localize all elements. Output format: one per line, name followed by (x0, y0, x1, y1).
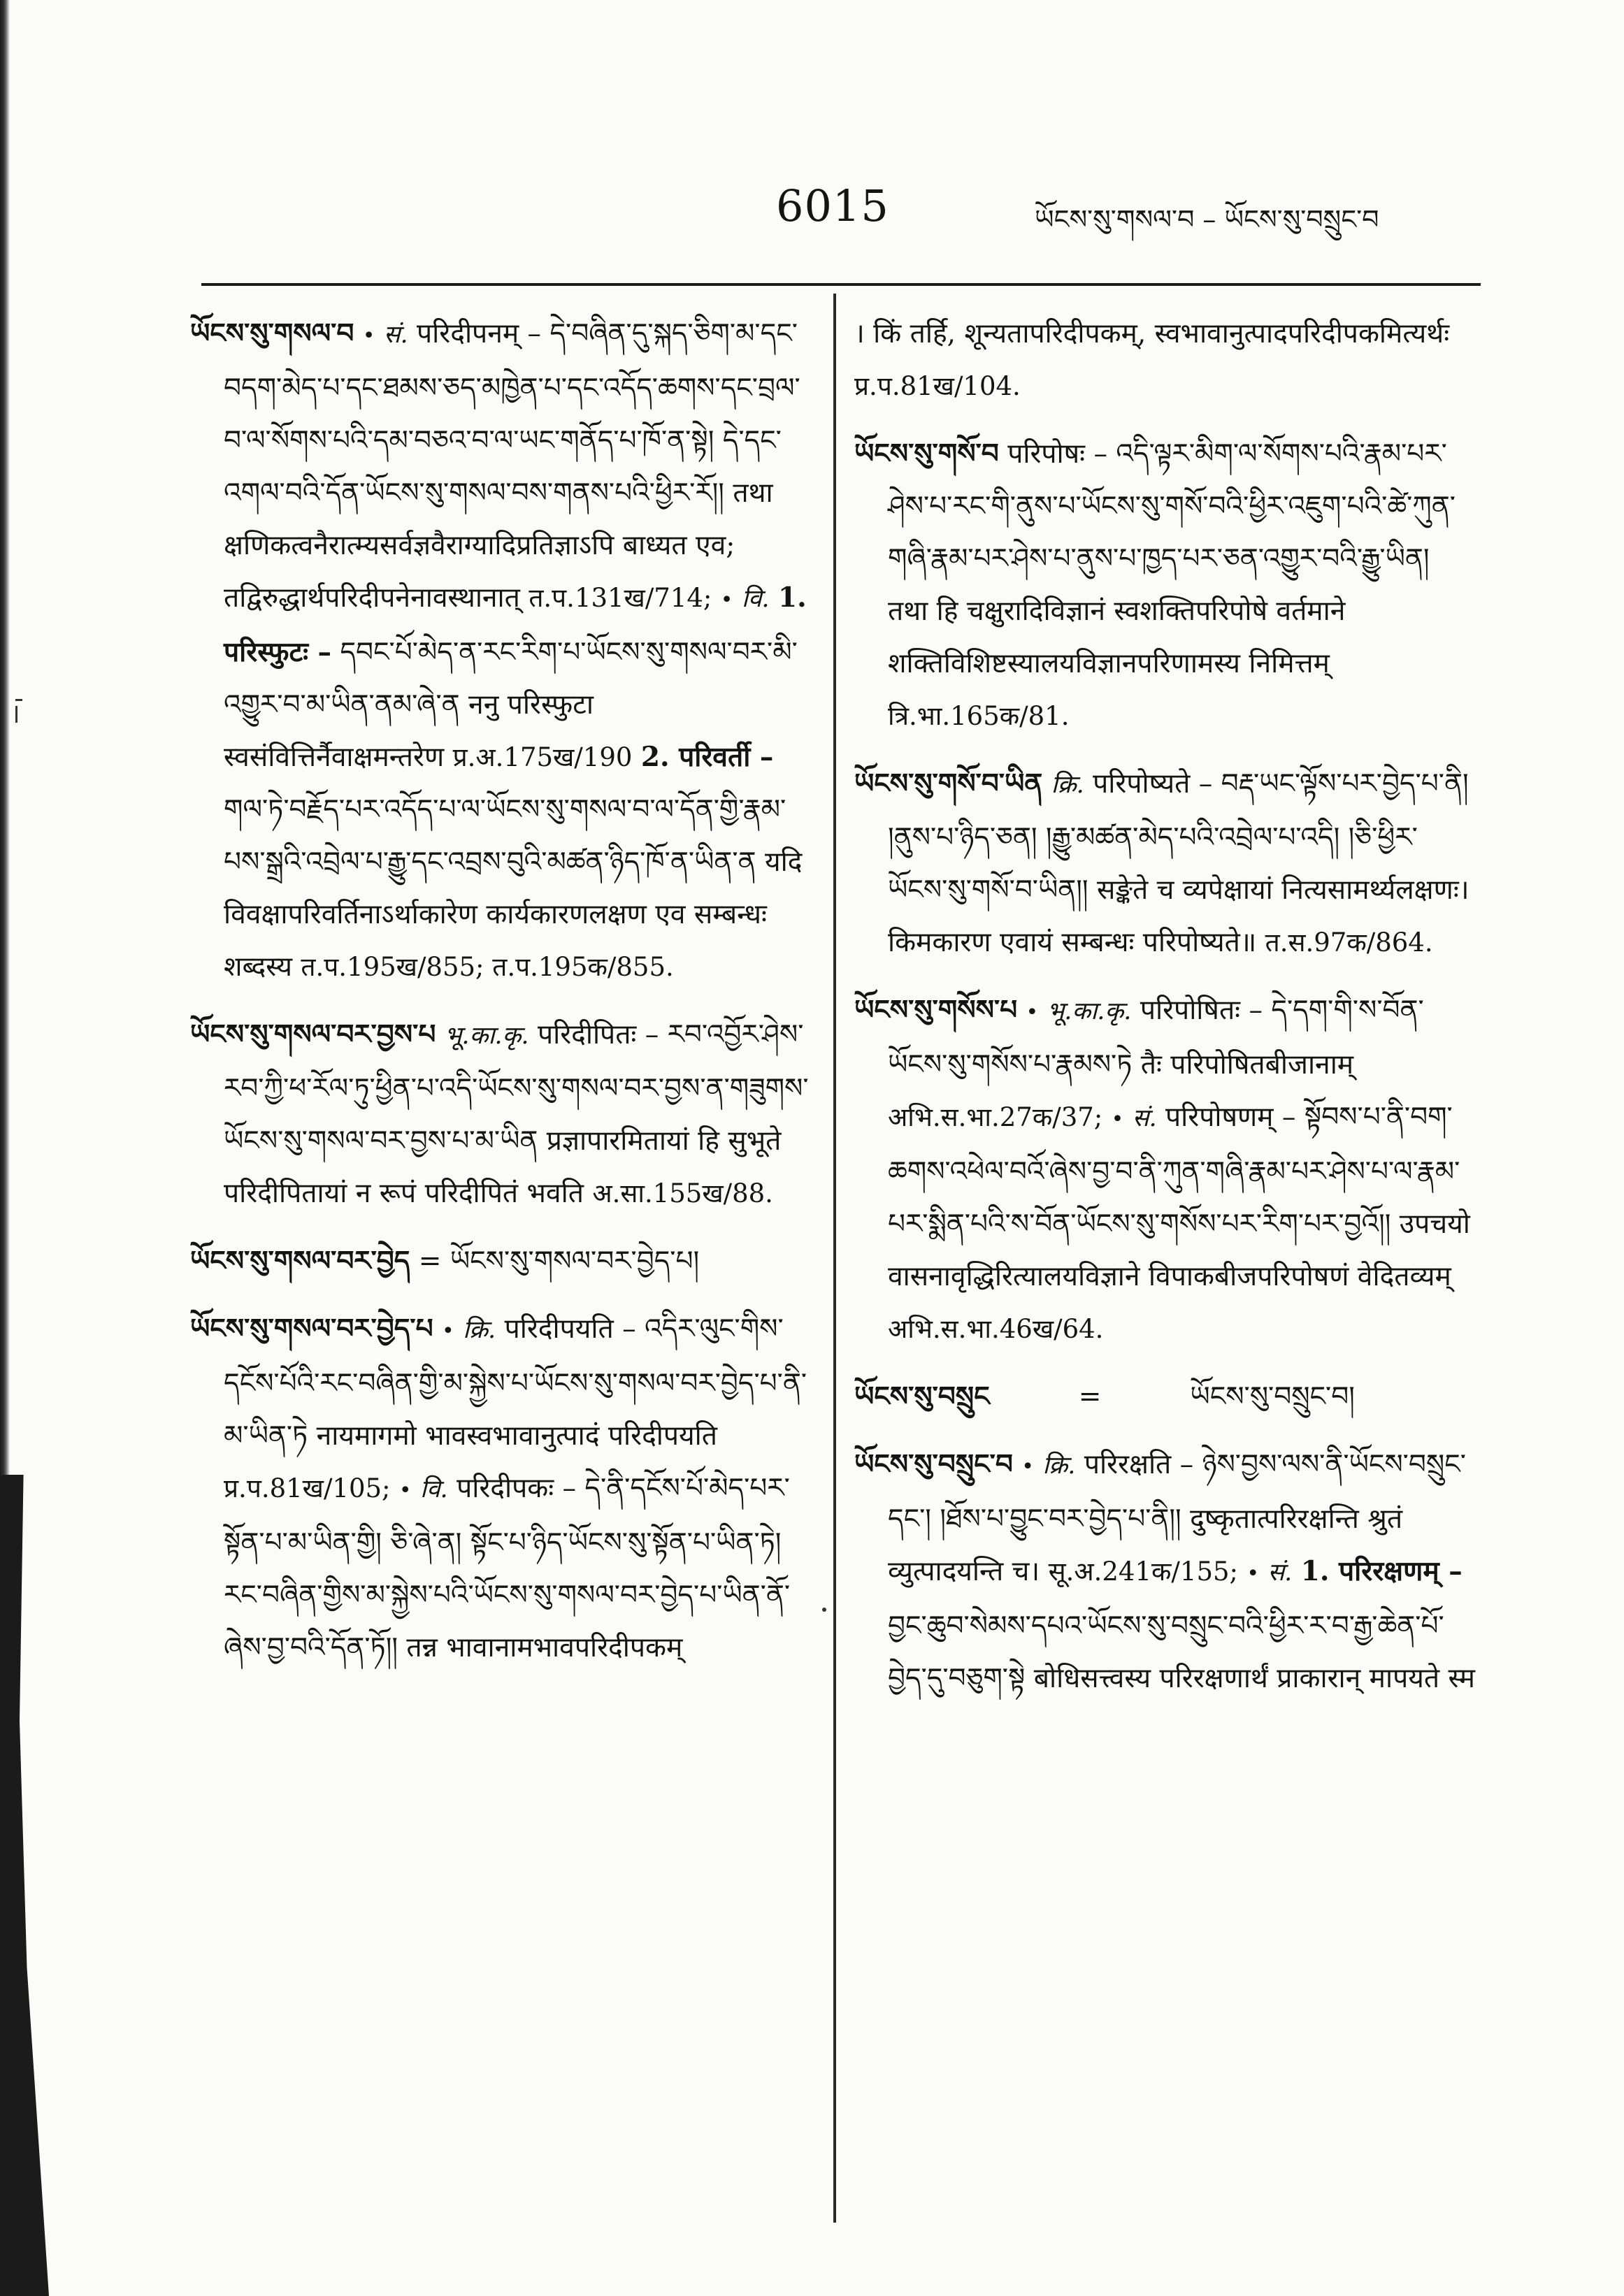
page-header (0, 180, 1624, 243)
entry-text: བྱང་ཆུབ་སེམས་དཔའ་ཡོངས་སུ་བསྲུང་བའི་ཕྱིར་ར་བ་རྒྱ་ཆེན་པོ་བྱེད་དུ་བཅུག་སྟེ बोधिसत्त्वस्य परिरक्षणार्थं प्राकारान् मापयते स्म (888, 1610, 1475, 1694)
grammar-tag: सं. (1132, 1104, 1157, 1132)
scan-shadow (0, 1475, 49, 2296)
cross-reference-entry (854, 1371, 1476, 1423)
entry (854, 428, 1476, 742)
equals-sign: = (1078, 1381, 1102, 1413)
bullet: • (1246, 1561, 1260, 1586)
entry (190, 308, 812, 993)
sanskrit-equivalent: परिदीपितः – (537, 1019, 659, 1050)
entry-text: འདི་ལྟར་མིག་ལ་སོགས་པའི་རྣམ་པར་ཤེས་པ་རང་གི་ནུས་པ་ཡོངས་སུ་གསོ་བའི་ཕྱིར་འཇུག་པའི་ཚེ་ཀུན་གཞི་རྣམ་པར་ཤེས་པ་ནུས་པ་ཁྱད་པར་ཅན་འགྱུར་བའི་རྒྱུ་ཡིན། तथा हि चक्षुरादिविज्ञानं स्वशक्तिपरिपोषे वर्तमाने शक्तिविशिष्टस्यालयविज्ञानपरिणामस्य निमित्तम् (888, 438, 1456, 679)
entry-continuation (854, 308, 1476, 412)
header-rule (201, 283, 1481, 286)
entry-headword: ཡོངས་སུ་གསོ་བ་ཡིན (854, 767, 1043, 800)
entry-text: སྟོབས་པ་ནི་བག་ཆགས་འཕེལ་བའོ་ཞེས་བྱ་བ་ནི་ཀུན་གཞི་རྣམ་པར་ཤེས་པ་ལ་རྣམ་པར་སྨིན་པའི་ས་བོན་ཡོངས་སུ་གསོས་པར་རིག་པར་བྱའོ།། उपचयो वासनावृद्धिरित्यालयविज्ञाने विपाकबीजपरिपोषणं वेदितव्यम् (888, 1102, 1470, 1292)
running-head: ཡོངས་སུ་གསལ་བ – ཡོངས་སུ་བསྲུང་བ (1035, 204, 1379, 235)
sanskrit-equivalent: परिदीपयति – (504, 1313, 636, 1345)
source-reference: अ.सा.155ख/88. (592, 1178, 773, 1208)
margin-tick (15, 699, 22, 701)
sanskrit-equivalent: परिपोषितः – (1140, 995, 1263, 1026)
source-reference: अभि.स.भा.46ख/64. (888, 1314, 1104, 1344)
sanskrit-equivalent: परिपोषणम् – (1165, 1102, 1296, 1133)
grammar-tag: सं. (1267, 1559, 1293, 1587)
entry-text: གལ་ཏེ་བརྗོད་པར་འདོད་པ་ལ་ཡོངས་སུ་གསལ་བ་ལ་དོན་གྱི་རྣམ་པས་སྒྲའི་འབྲེལ་པ་རྒྱུ་དང་འབྲས་བུའི་མཚན་ཉིད་ཁོ་ན་ཡིན་ན यदि विवक्षापरिवर्तिनाऽर्थाकारेण कार्यकारणलक्षण एव सम्बन्धः शब्दस्य (224, 794, 803, 983)
source-reference: अभि.स.भा.27क/37; (888, 1102, 1103, 1132)
entry-headword: ཡོངས་སུ་གསལ་བར་བྱས་པ (190, 1018, 436, 1050)
source-reference: सू.अ.241क/155; (1048, 1557, 1238, 1587)
entry (854, 758, 1476, 969)
entry-text: དེ་དག་གི་ས་བོན་ཡོངས་སུ་གསོས་པ་རྣམས་ཏེ तैः परिपोषितबीजानाम् (888, 995, 1424, 1081)
right-column (854, 308, 1476, 1720)
column-divider (833, 294, 836, 2223)
sanskrit-equivalent: परिदीपनम् – (417, 318, 542, 349)
grammar-tag: क्रि. (463, 1316, 496, 1344)
entry-text: དེ་ནི་དངོས་པོ་མེད་པར་སྟོན་པ་མ་ཡིན་གྱི། ཅི་ཞེ་ན། སྟོང་པ་ཉིད་ཡོངས་སུ་སྟོན་པ་ཡིན་ཏེ། རང་བཞིན་གྱིས་མ་སྐྱེས་པའི་ཡོངས་སུ་གསལ་བར་བྱེད་པ་ཡིན་ནོ་ཞེས་བྱ་བའི་དོན་ཏོ།། तन्न भावानामभावपरिदीपकम् (224, 1473, 791, 1663)
bullet: • (398, 1478, 412, 1503)
bullet: • (1111, 1107, 1124, 1132)
entry-text: རབ་འབྱོར་ཤེས་རབ་ཀྱི་ཕ་རོལ་ཏུ་ཕྱིན་པ་འདི་ཡོངས་སུ་གསལ་བར་བྱས་ན་གཟུགས་ཡོངས་སུ་གསལ་བར་བྱས་པ་མ་ཡིན प्रज्ञापारमितायां हि सुभूते परिदीपितायां न रूपं परिदीपितं भवति (224, 1019, 809, 1209)
entry-headword: ཡོངས་སུ་བསྲུང་བ (854, 1448, 1013, 1480)
sanskrit-equivalent: परिरक्षति – (1084, 1449, 1194, 1480)
grammar-tag: सं. (383, 321, 408, 349)
entry-text: ཉེས་བྱས་ལས་ནི་ཡོངས་བསྲུང་དང་། །ཐོས་པ་བྱུང་བར་བྱེད་པ་ནི།། दुष्कृतात्परिरक्षन्ति श्रुतं व्युत्पादयन्ति च। (888, 1449, 1466, 1587)
grammar-tag: क्रि. (1051, 771, 1084, 799)
bullet: • (441, 1319, 454, 1343)
source-reference: प्र.प.81ख/104. (854, 371, 1021, 401)
left-column (190, 308, 812, 1689)
entry-headword: ཡོངས་སུ་བསྲུང (854, 1380, 990, 1413)
sanskrit-equivalent: 2. परिवर्ती – (640, 741, 774, 773)
sanskrit-equivalent: 1. परिस्फुटः – (224, 582, 807, 668)
source-reference: त.प.131ख/714; (529, 583, 712, 613)
entry-text: འདིར་ལུང་གིས་དངོས་པོའི་རང་བཞིན་གྱི་མ་སྐྱེས་པ་ཡོངས་སུ་གསལ་བར་བྱེད་པ་ནི་མ་ཡིན་ཏེ नायमागमो भावस्वभावानुत्पादं परिदीपयति (224, 1313, 807, 1452)
entry (190, 1303, 812, 1674)
grammar-tag: क्रि. (1042, 1452, 1076, 1480)
grammar-tag: वि. (741, 585, 770, 613)
bullet: • (1021, 1454, 1034, 1479)
bullet: • (720, 588, 733, 612)
cross-reference-entry (190, 1235, 812, 1287)
grammar-tag: वि. (420, 1475, 448, 1503)
grammar-tag: भू.का.कृ. (1047, 997, 1132, 1025)
ink-speck (822, 1608, 826, 1612)
entry-headword: ཡོངས་སུ་གསོས་པ (854, 994, 1018, 1026)
entry-text: དེ་བཞིན་དུ་སྐད་ཅིག་མ་དང་བདག་མེད་པ་དང་ཐམས་ཅད་མཁྱེན་པ་དང་འདོད་ཆགས་དང་བྲལ་བ་ལ་སོགས་པའི་དམ་བཅའ་བ་ལ་ཡང་གནོད་པ་ཁོ་ན་སྟེ། དེ་དང་འགལ་བའི་དོན་ཡོངས་སུ་གསལ་བས་གནས་པའི་ཕྱིར་རོ།། तथा क्षणिकत्वनैरात्म्यसर्वज्ञवैराग्यादिप्रतिज्ञाऽपि बाध्यत एव; तद्विरुद्धार्थपरिदीपनेनावस्थानात् (224, 318, 800, 614)
sanskrit-equivalent: परिपोष्यते – (1093, 768, 1213, 800)
sanskrit-equivalent: परिदीपकः – (457, 1473, 576, 1504)
sanskrit-equivalent: परिपोषः – (1007, 438, 1107, 470)
source-reference: प्र.प.81ख/105; (224, 1473, 391, 1503)
cross-reference-target: ཡོངས་སུ་གསལ་བར་བྱེད་པ། (450, 1246, 700, 1277)
source-reference: त्रि.भा.165क/81. (888, 701, 1070, 731)
entry (190, 1009, 812, 1220)
cross-reference-target: ཡོངས་སུ་བསྲུང་བ། (1190, 1381, 1355, 1413)
source-reference: त.प.195ख/855; त.प.195क/855. (301, 952, 674, 982)
entry-headword: ཡོངས་སུ་གསལ་བ (190, 317, 354, 349)
sanskrit-equivalent: 1. परिरक्षणम् – (1300, 1555, 1463, 1587)
bullet: • (362, 324, 375, 348)
entry-headword: ཡོངས་སུ་གསལ་བར་བྱེད་པ (190, 1313, 433, 1345)
entry-headword: ཡོངས་སུ་གསོ་བ (854, 438, 999, 470)
equals-sign: = (418, 1246, 442, 1277)
entry (854, 1438, 1476, 1705)
page-number: 6015 (776, 180, 889, 231)
entry (854, 984, 1476, 1355)
entry-headword: ཡོངས་སུ་གསལ་བར་བྱེད (190, 1245, 410, 1277)
entry-text: । किं तर्हि, शून्यतापरिदीपकम्, स्वभावानुत्पादपरिदीपकमित्यर्थः (854, 318, 1450, 349)
entry-text: བརྡ་ཡང་ལྟོས་པར་བྱེད་པ་ནི། །ནུས་པ་ཉིད་ཅན། །རྒྱུ་མཚན་མེད་པའི་འབྲེལ་པ་འདི། །ཅི་ཕྱིར་ཡོངས་སུ་གསོ་བ་ཡིན།། सङ्केते च व्यपेक्षायां नित्यसामर्थ्यलक्षणः। किमकारण एवायं सम्बन्धः परिपोष्यते॥ (888, 768, 1469, 958)
grammar-tag: भू.का.कृ. (444, 1022, 529, 1050)
entry-text: དབང་པོ་མེད་ན་རང་རིག་པ་ཡོངས་སུ་གསལ་བར་མི་འགྱུར་བ་མ་ཡིན་ནམ་ཞེ་ན ननु परिस्फुटा स्वसंवित्तिर्नैवाक्षमन्तरेण (224, 637, 798, 773)
source-reference: त.स.97क/864. (1265, 927, 1433, 958)
bullet: • (1026, 1000, 1039, 1025)
source-reference: प्र.अ.175ख/190 (452, 742, 633, 772)
margin-tick (15, 706, 17, 723)
